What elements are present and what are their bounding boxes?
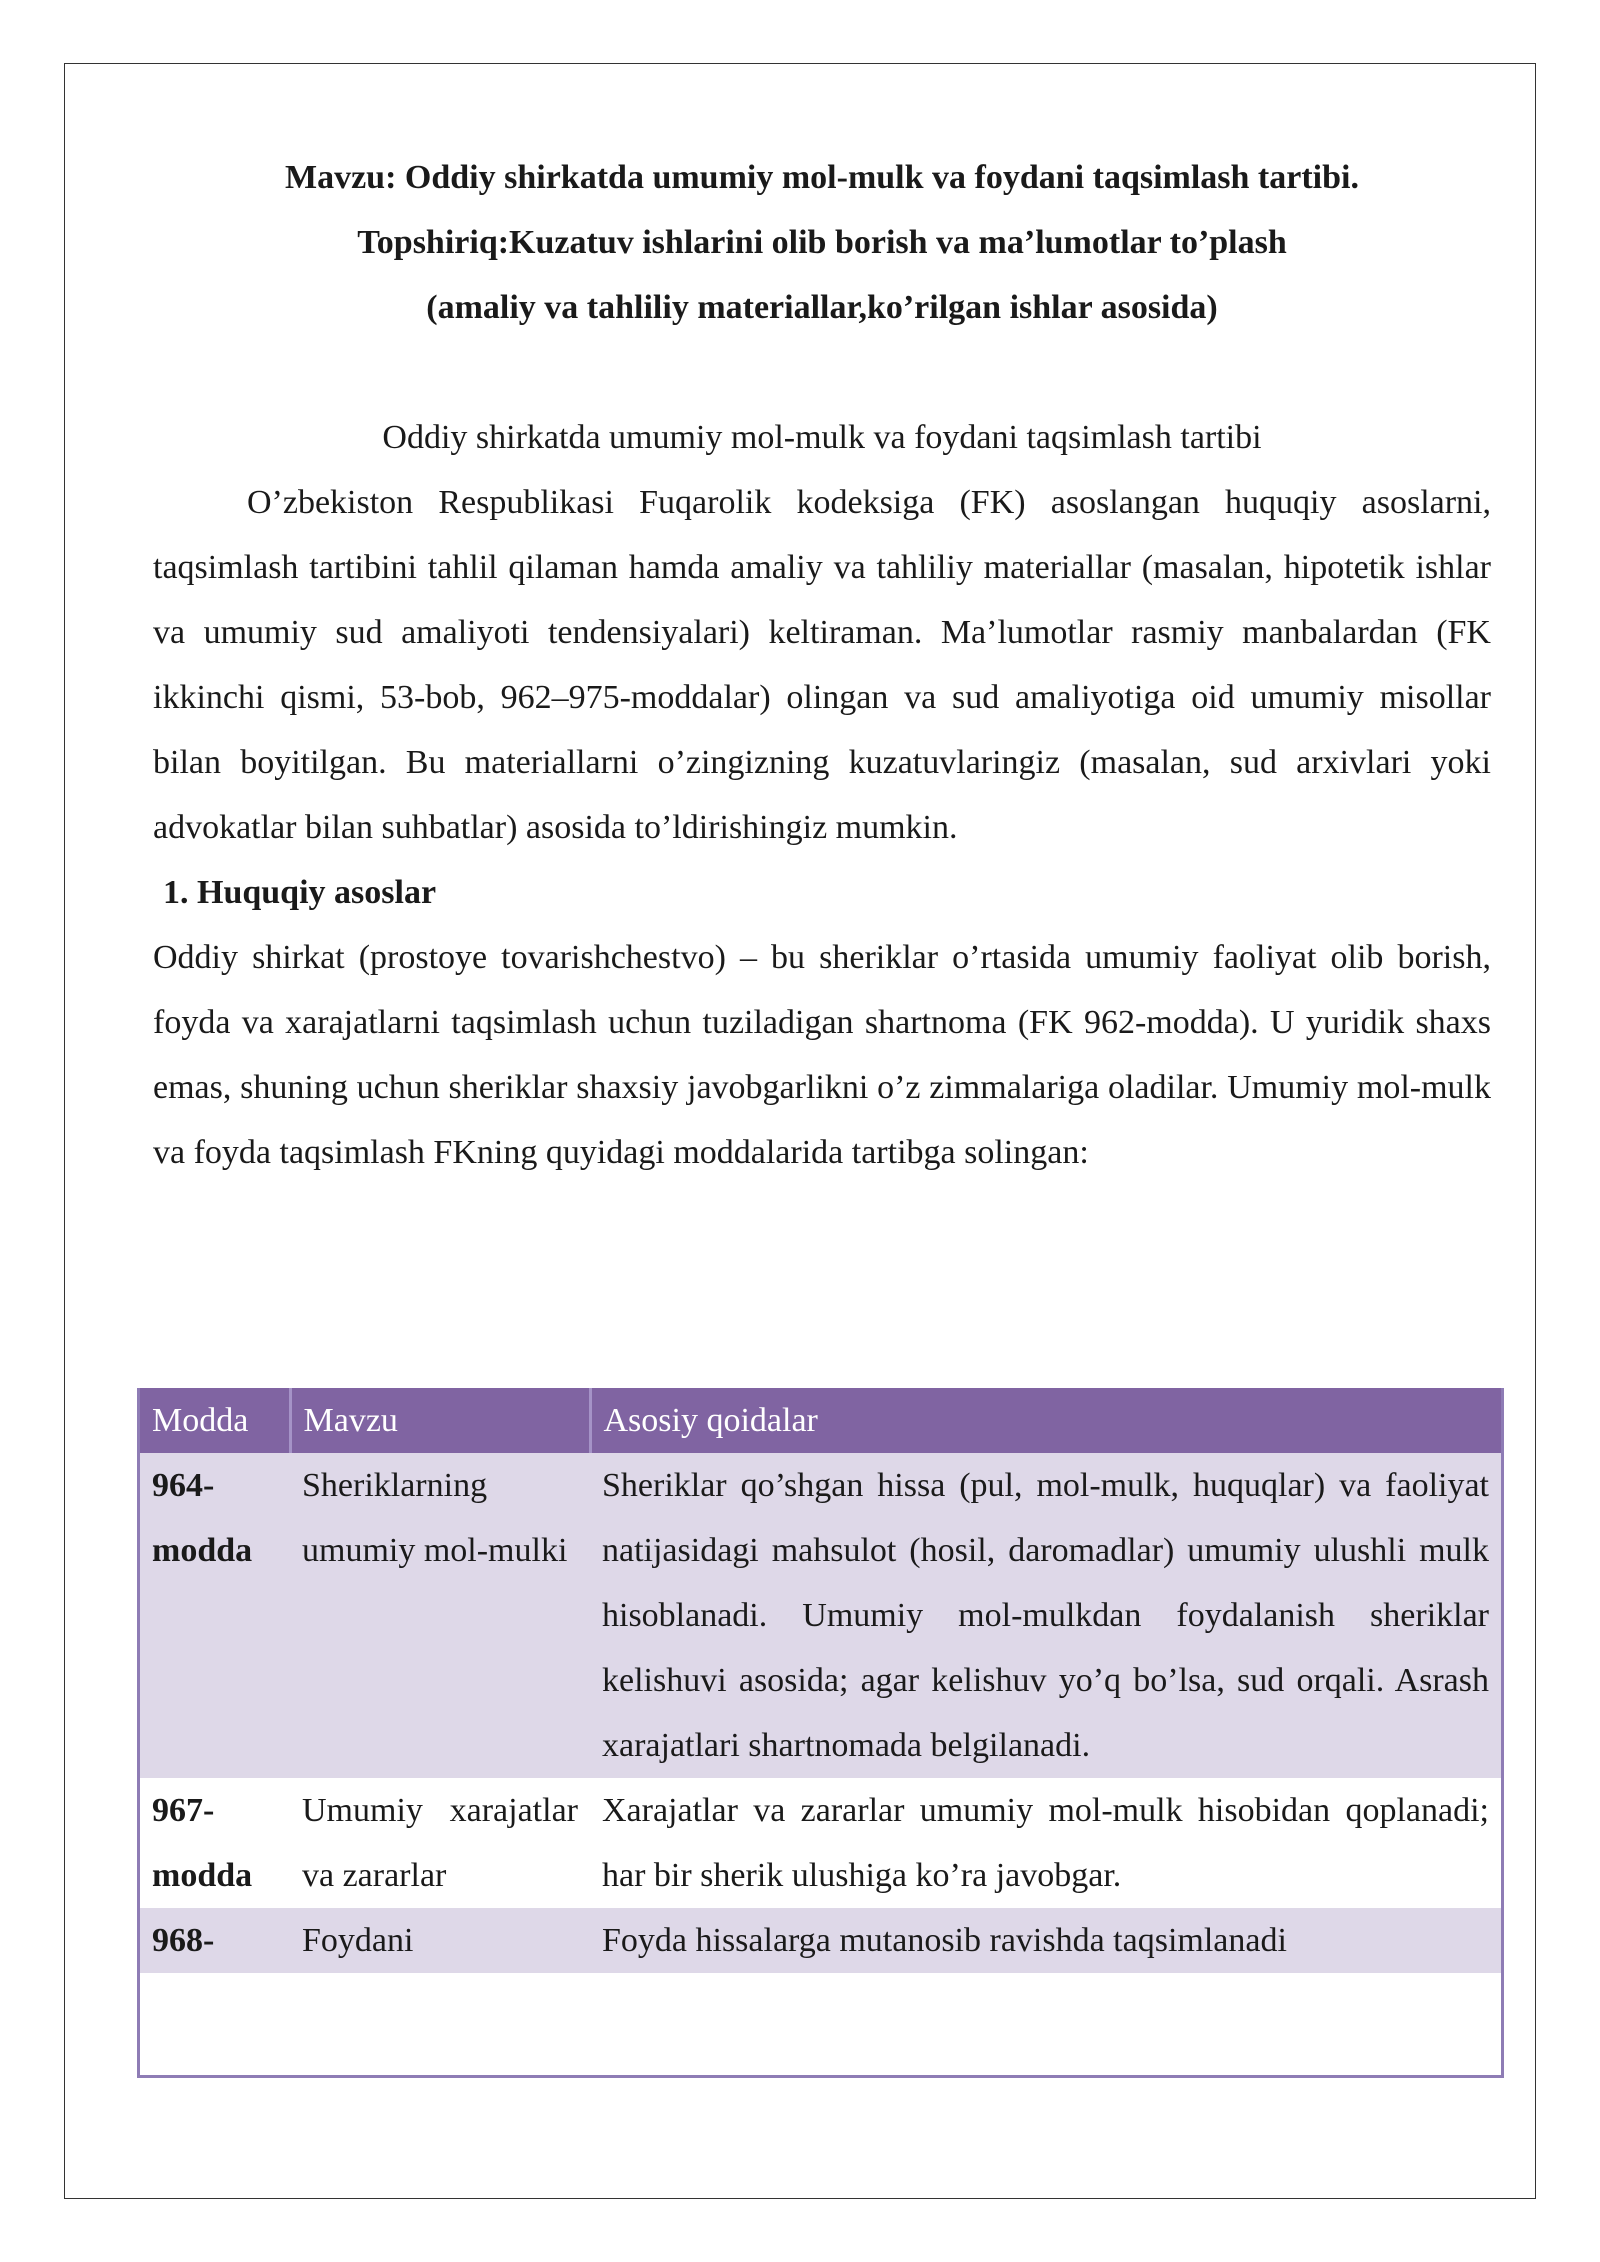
table-row — [140, 1453, 1501, 1778]
header-mavzu: Mavzu — [290, 1388, 590, 1453]
table-header-row — [140, 1388, 1501, 1453]
cell-modda: 964-modda — [140, 1453, 290, 1778]
intro-paragraph: O’zbekiston Respublikasi Fuqarolik kodeksiga (FK) asoslangan huquqiy asoslarni, taqsimlash tartibini tahlil qilaman hamda amaliy va tahliliy materiallar (masalan, hipotetik ishlar va umumiy sud amaliyoti tendensiyalari) keltiraman. Ma’lumotlar rasmiy manbalardan (FK ikkinchi qismi, 53-bob, 962–975-moddalar) olingan va sud amaliyotiga oid umumiy misollar bilan boyitilgan. Bu materiallarni o’zingizning kuzatuvlaringiz (masalan, sud arxivlari yoki advokatlar bilan suhbatlar) asosida to’ldirishingiz mumkin. — [153, 484, 1491, 846]
header-modda: Modda — [140, 1388, 290, 1453]
cell-modda: 968- — [140, 1908, 290, 1973]
section-1-title: 1. Huquqiy asoslar — [163, 874, 437, 911]
cell-qoidalar: Xarajatlar va zararlar umumiy mol-mulk hisobidan qoplanadi; har bir sherik ulushiga ko’ra javobgar. — [590, 1778, 1501, 1908]
subtitle: Oddiy shirkatda umumiy mol-mulk va foydani taqsimlash tartibi — [382, 419, 1262, 456]
cell-qoidalar: Foyda hissalarga mutanosib ravishda taqsimlanadi — [590, 1908, 1501, 1973]
title-line-3: (amaliy va tahliliy materiallar,ko’rilgan ishlar asosida) — [426, 289, 1218, 326]
title-line-1: Mavzu: Oddiy shirkatda umumiy mol-mulk va foydani taqsimlash tartibi. — [285, 159, 1359, 196]
table-row — [140, 1778, 1501, 1908]
table-row — [140, 1908, 1501, 1973]
cell-mavzu: Umumiy xarajatlar va zararlar — [290, 1778, 590, 1908]
section-1-paragraph: Oddiy shirkat (prostoye tovarishchestvo) – bu sheriklar o’rtasida umumiy faoliyat olib borish, foyda va xarajatlarni taqsimlash uchun tuziladigan shartnoma (FK 962-modda). U yuridik shaxs emas, shuning uchun sheriklar shaxsiy javobgarlikni o’z zimmalariga oladilar. Umumiy mol-mulk va foyda taqsimlash FKning quyidagi moddalarida tartibga solingan: — [153, 939, 1491, 1171]
articles-table — [137, 1388, 1504, 2078]
cell-modda: 967-modda — [140, 1778, 290, 1908]
title-line-2: Topshiriq:Kuzatuv ishlarini olib borish va ma’lumotlar to’plash — [357, 224, 1287, 261]
cell-mavzu: Foydani — [290, 1908, 590, 1973]
cell-qoidalar: Sheriklar qo’shgan hissa (pul, mol-mulk, huquqlar) va faoliyat natijasidagi mahsulot (hosil, daromadlar) umumiy ulushli mulk hisoblanadi. Umumiy mol-mulkdan foydalanish sheriklar kelishuvi asosida; agar kelishuv yo’q bo’lsa, sud orqali. Asrash xarajatlari shartnomada belgilanadi. — [590, 1453, 1501, 1778]
document-body — [153, 145, 1491, 1185]
cell-mavzu: Sheriklarning umumiy mol-mulki — [290, 1453, 590, 1778]
header-qoidalar: Asosiy qoidalar — [590, 1388, 1501, 1453]
